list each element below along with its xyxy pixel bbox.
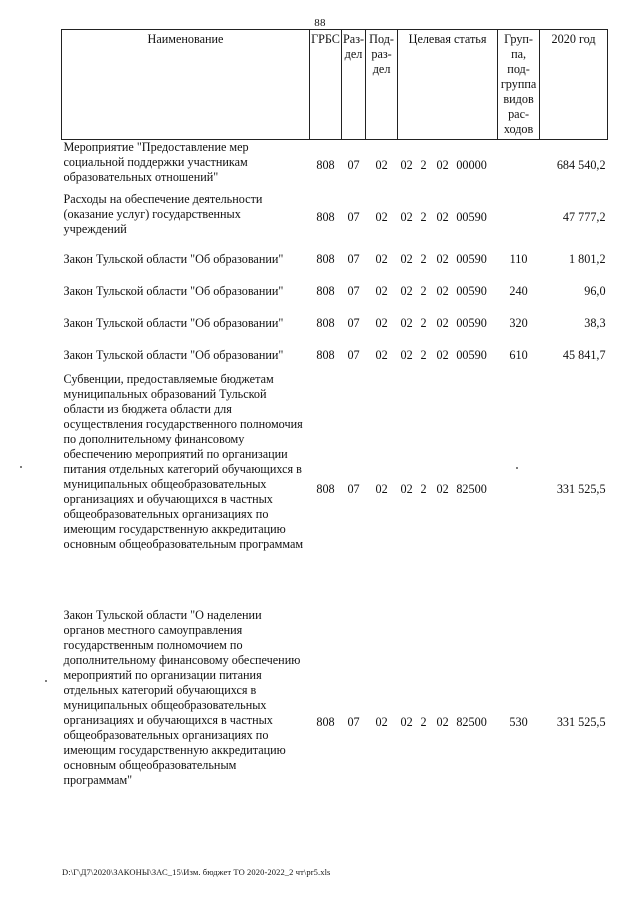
- table-row: [62, 308, 608, 340]
- row-amount: 45 841,7: [562, 348, 606, 362]
- target-part-1: 02: [400, 210, 413, 224]
- target-part-1: 02: [400, 284, 413, 298]
- row-podrazdel: 02: [375, 210, 388, 224]
- row-target-article: [398, 276, 498, 308]
- row-amount: 1 801,2: [569, 252, 606, 266]
- file-path-footer: D:\Г\Д7\2020\ЗАКОНЫ\ЗАС_15\Изм. бюджет ТО 2020-2022_2 чт\pr5.xls: [62, 867, 331, 877]
- target-part-2: 2: [420, 348, 427, 362]
- row-razdel: 07: [347, 482, 360, 496]
- target-part-4: 00590: [456, 348, 487, 362]
- row-razdel: 07: [347, 316, 360, 330]
- target-part-3: 02: [436, 284, 449, 298]
- row-razdel: 07: [347, 348, 360, 362]
- target-part-3: 02: [436, 482, 449, 496]
- row-name: Закон Тульской области "Об образовании": [63, 252, 284, 266]
- header-target: Целевая статья: [398, 30, 498, 140]
- target-part-2: 2: [420, 316, 427, 330]
- row-grbs: 808: [316, 158, 335, 173]
- row-target-article: [398, 340, 498, 372]
- target-part-1: 02: [400, 482, 413, 496]
- target-part-3: 02: [436, 158, 449, 173]
- target-part-2: 2: [420, 482, 427, 496]
- row-grbs: 808: [316, 482, 335, 496]
- budget-table: [61, 29, 608, 838]
- row-name: Закон Тульской области "Об образовании": [63, 348, 284, 362]
- page-number: 88: [314, 17, 326, 29]
- row-expense-group: 110: [509, 252, 528, 266]
- target-part-4: 00590: [456, 252, 487, 266]
- table-row: [62, 608, 608, 838]
- row-razdel: 07: [347, 284, 360, 298]
- scan-speck: [20, 466, 22, 468]
- row-target-article: [398, 308, 498, 340]
- table-row: [62, 140, 608, 192]
- row-grbs: 808: [316, 348, 335, 362]
- row-name: Субвенции, предоставляемые бюджетам муниципальных образований Тульской области из бюджета области для осуществления государственного полномочия по дополнительному финансовому обеспечению мероприятий по организации питания отдельных категорий обучающихся в муниципальных общеобразовательных организациях и обучающихся в частных общеобразовательных организациях по имеющим государственную аккредитацию основным общеобразовательным программам: [63, 371, 304, 551]
- row-expense-group: 320: [509, 316, 528, 330]
- header-group: [498, 30, 540, 140]
- row-grbs: 808: [316, 715, 335, 729]
- table-row: [62, 276, 608, 308]
- row-expense-group: [498, 372, 540, 608]
- row-amount: 96,0: [584, 284, 606, 298]
- target-part-2: 2: [420, 158, 427, 173]
- row-target-article: [398, 192, 498, 244]
- table-row: [62, 192, 608, 244]
- row-expense-group: 530: [509, 715, 528, 729]
- row-podrazdel: 02: [375, 158, 388, 173]
- target-part-2: 2: [420, 210, 427, 224]
- target-part-3: 02: [436, 252, 449, 266]
- row-razdel: 07: [347, 252, 360, 266]
- row-name: Расходы на обеспечение деятельности (оказание услуг) государственных учреждений: [63, 191, 263, 236]
- header-year: 2020 год: [540, 30, 608, 140]
- row-amount: 684 540,2: [556, 158, 606, 173]
- row-podrazdel: 02: [375, 284, 388, 298]
- row-amount: 38,3: [584, 316, 606, 330]
- header-podrazdel: [366, 30, 398, 140]
- target-part-3: 02: [436, 715, 449, 729]
- header-name: Наименование: [62, 30, 310, 140]
- scan-speck: [45, 680, 47, 682]
- row-name: Мероприятие "Предоставление мер социальной поддержки участникам образовательных отношений": [63, 140, 249, 184]
- target-part-1: 02: [400, 715, 413, 729]
- row-razdel: 07: [347, 715, 360, 729]
- row-target-article: [398, 608, 498, 838]
- header-razdel: [342, 30, 366, 140]
- target-part-2: 2: [420, 715, 427, 729]
- target-part-3: 02: [436, 348, 449, 362]
- row-expense-group: [498, 192, 540, 244]
- row-podrazdel: 02: [375, 715, 388, 729]
- target-part-1: 02: [400, 316, 413, 330]
- row-target-article: [398, 244, 498, 276]
- header-grbs: ГРБС: [310, 30, 342, 140]
- row-podrazdel: 02: [375, 482, 388, 496]
- target-part-4: 00000: [456, 158, 487, 173]
- scan-speck: [516, 467, 518, 469]
- row-grbs: 808: [316, 284, 335, 298]
- row-name: Закон Тульской области "Об образовании": [63, 284, 284, 298]
- target-part-4: 82500: [456, 482, 487, 496]
- row-expense-group: [498, 140, 540, 192]
- row-podrazdel: 02: [375, 252, 388, 266]
- target-part-1: 02: [400, 252, 413, 266]
- row-grbs: 808: [316, 252, 335, 266]
- target-part-4: 00590: [456, 284, 487, 298]
- row-name: Закон Тульской области "О наделении органов местного самоуправления государственным полномочием по дополнительному финансовому обеспечению мероприятий по организации питания отдельных категорий обучающихся в муниципальных общеобразовательных организациях и обучающихся в частных общеобразовательных организациях по имеющим государственную аккредитацию основным общеобразовательным программам": [63, 607, 301, 787]
- row-amount: 47 777,2: [562, 210, 606, 224]
- row-target-article: [398, 140, 498, 192]
- header-razdel-text: Раз-дел: [343, 32, 365, 61]
- row-expense-group: 240: [509, 284, 528, 298]
- header-podrazdel-text: Под-раз-дел: [369, 32, 394, 76]
- target-part-1: 02: [400, 158, 413, 173]
- target-part-4: 00590: [456, 210, 487, 224]
- target-part-4: 00590: [456, 316, 487, 330]
- row-name: Закон Тульской области "Об образовании": [63, 316, 284, 330]
- row-razdel: 07: [347, 210, 360, 224]
- target-part-4: 82500: [456, 715, 487, 729]
- table-row: [62, 340, 608, 372]
- table-row: [62, 372, 608, 608]
- target-part-2: 2: [420, 284, 427, 298]
- header-group-text: Груп-па, под-группа видов рас-ходов: [500, 32, 537, 136]
- row-grbs: 808: [316, 210, 335, 224]
- row-amount: 331 525,5: [556, 715, 606, 729]
- target-part-2: 2: [420, 252, 427, 266]
- table-row: [62, 244, 608, 276]
- target-part-1: 02: [400, 348, 413, 362]
- row-podrazdel: 02: [375, 316, 388, 330]
- row-target-article: [398, 372, 498, 608]
- row-razdel: 07: [347, 158, 360, 173]
- target-part-3: 02: [436, 210, 449, 224]
- target-part-3: 02: [436, 316, 449, 330]
- row-amount: 331 525,5: [556, 482, 606, 496]
- row-grbs: 808: [316, 316, 335, 330]
- row-expense-group: 610: [509, 348, 528, 362]
- row-podrazdel: 02: [375, 348, 388, 362]
